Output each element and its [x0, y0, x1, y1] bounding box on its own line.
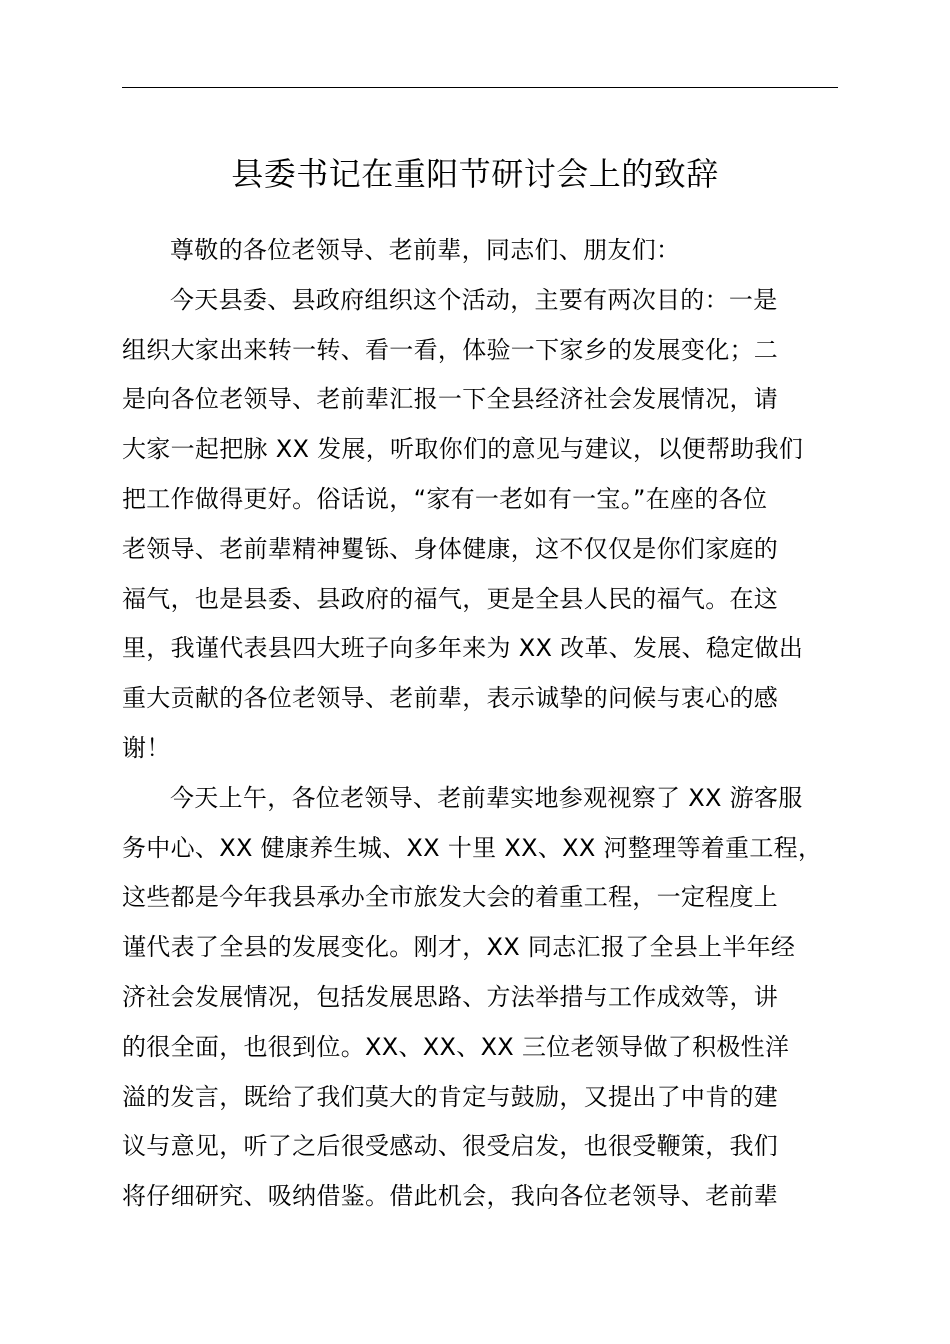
paragraph-line: 这些都是今年我县承办全市旅发大会的着重工程，一定程度上	[122, 883, 779, 912]
paragraph-line: 谨代表了全县的发展变化。刚才，XX 同志汇报了全县上半年经	[122, 933, 796, 962]
paragraph-line: 济社会发展情况，包括发展思路、方法举措与工作成效等，讲	[122, 982, 779, 1011]
paragraph-line: 谢！	[122, 733, 171, 762]
document-body	[122, 226, 862, 1222]
paragraph-line: 福气，也是县委、县政府的福气，更是全县人民的福气。在这	[122, 584, 779, 613]
paragraph-line: 重大贡献的各位老领导、老前辈，表示诚挚的问候与衷心的感	[122, 684, 779, 713]
paragraph-line: 组织大家出来转一转、看一看，体验一下家乡的发展变化；二	[122, 335, 779, 364]
paragraph-line: 务中心、XX 健康养生城、XX 十里 XX、XX 河整理等着重工程，	[122, 833, 823, 862]
paragraph-line: 的很全面，也很到位。XX、XX、XX 三位老领导做了积极性洋	[122, 1032, 790, 1061]
paragraph-line: 里，我谨代表县四大班子向多年来为 XX 改革、发展、稳定做出	[122, 634, 804, 663]
paragraph-line: 把工作做得更好。俗话说，“家有一老如有一宝。”在座的各位	[122, 484, 768, 513]
paragraph-line: 老领导、老前辈精神矍铄、身体健康，这不仅仅是你们家庭的	[122, 534, 779, 563]
paragraph-line: 议与意见，听了之后很受感动、很受启发，也很受鞭策，我们	[122, 1132, 779, 1161]
paragraph-line: 今天上午，各位老领导、老前辈实地参观视察了 XX 游客服	[170, 783, 803, 812]
header-rule	[122, 87, 838, 88]
paragraph-line: 溢的发言，既给了我们莫大的肯定与鼓励，又提出了中肯的建	[122, 1082, 779, 1111]
document-title: 县委书记在重阳节研讨会上的致辞	[231, 155, 719, 193]
paragraph-line: 大家一起把脉 XX 发展，听取你们的意见与建议，以便帮助我们	[122, 435, 804, 464]
salutation-line: 尊敬的各位老领导、老前辈，同志们、朋友们：	[170, 236, 681, 264]
paragraph-line: 今天县委、县政府组织这个活动，主要有两次目的：一是	[170, 285, 778, 314]
paragraph-line: 是向各位老领导、老前辈汇报一下全县经济社会发展情况，请	[122, 385, 779, 414]
paragraph-line: 将仔细研究、吸纳借鉴。借此机会，我向各位老领导、老前辈	[122, 1182, 779, 1211]
